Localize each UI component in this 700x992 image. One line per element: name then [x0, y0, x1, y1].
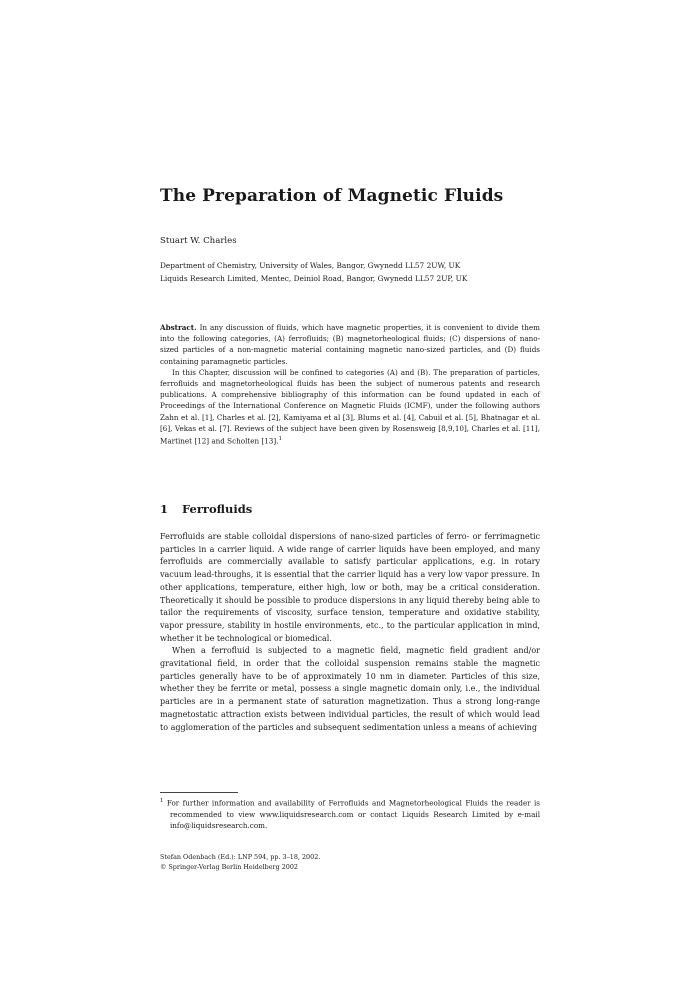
abstract-text-2: In this Chapter, discussion will be confined to categories (A) and (B). The preparation of particles, ferrofluids and magnetorheological fluids has been the subject of numerous patents and research publications. A comprehensive bibliography of this information can be found updated in each of Proceedings of the International Conference on Magnetic Fluids (ICMF), under the following authors Zahn et al. [1], Charles et al. [2], Kamiyama et al [3], Blums et al. [4], Cabuil et al. [5], Bhatnagar et al. [6], Vekas et al. [7]. Reviews of the subject have been given by Rosensweig [8,9,10], Charles et al. [11], Martinet [12] and Scholten [13].: [160, 367, 540, 446]
paper-title: The Preparation of Magnetic Fluids: [160, 186, 504, 206]
section-heading: [160, 502, 252, 516]
footnote-entry: [160, 796, 540, 831]
affiliations: [160, 260, 550, 285]
section-body: [160, 531, 540, 734]
footnote-mark: 1: [160, 798, 164, 804]
publication-info: [160, 853, 320, 872]
body-paragraph-2: When a ferrofluid is subjected to a magnetic field, magnetic field gradient and/or gravitational field, in order that the colloidal suspension remains stable the magnetic particles generally have to be of approximately 10 nm in diameter. Particles of this size, whether they be ferrite or metal, possess a single magnetic domain only, i.e., the individual particles are in a permanent state of saturation magnetization. Thus a strong long-range magnetostatic attraction exists between individual particles, the result of which would lead to agglomeration of the particles and subsequent sedimentation unless a means of achieving: [160, 646, 540, 732]
abstract-text-1: In any discussion of fluids, which have magnetic properties, it is convenient to divide them into the following categories, (A) ferrofluids; (B) magnetorheological fluids; (C) dispersions of nano-sized particles of a non-magnetic material containing magnetic nano-sized particles, and (D) fluids containing paramagnetic particles.: [160, 323, 541, 366]
footnote-text: For further information and availability of Ferrofluids and Magnetorheological Fluids the reader is recommended to view www.liquidsresearch.com or contact Liquids Research Limited by e-mail info@liquidsresearch.com.: [166, 798, 540, 830]
footnote: [160, 796, 540, 831]
publication-citation: Stefan Odenbach (Ed.): LNP 594, pp. 3–18, 2002.: [160, 853, 321, 861]
section-number: 1: [160, 502, 169, 516]
abstract-paragraph-2: [160, 367, 540, 447]
author-name: Stuart W. Charles: [160, 236, 237, 246]
section-title: Ferrofluids: [182, 502, 253, 516]
abstract-label: Abstract.: [160, 323, 197, 332]
abstract: [160, 322, 540, 447]
footnote-reference: 1: [278, 436, 282, 443]
footnote-rule: [160, 792, 238, 793]
affiliation-2: Liquids Research Limited, Mentec, Deiniol Road, Bangor, Gwynedd LL57 2UP, UK: [160, 273, 468, 283]
affiliation-1: Department of Chemistry, University of Wales, Bangor, Gwynedd LL57 2UW, UK: [160, 261, 461, 270]
body-paragraph-1: Ferrofluids are stable colloidal dispersions of nano-sized particles of ferro- or ferrimagnetic particles in a carrier liquid. A wide range of carrier liquids have been employed, and many ferrofluids are commercially available to satisfy particular applications, e.g. in rotary vacuum lead-throughs, it is essential that the carrier liquid has a very low vapor pressure. In other applications, temperature, either high, low or both, may be a critical consideration. Theoretically it should be possible to produce dispersions in any liquid thereby being able to tailor the requirements of viscosity, surface tension, temperature and oxidative stability, vapor pressure, stability in hostile environments, etc., to the particular application in mind, whether it be technological or biomedical.: [160, 532, 540, 643]
publication-copyright: © Springer-Verlag Berlin Heidelberg 2002: [160, 862, 298, 871]
abstract-paragraph-1: [160, 322, 540, 367]
